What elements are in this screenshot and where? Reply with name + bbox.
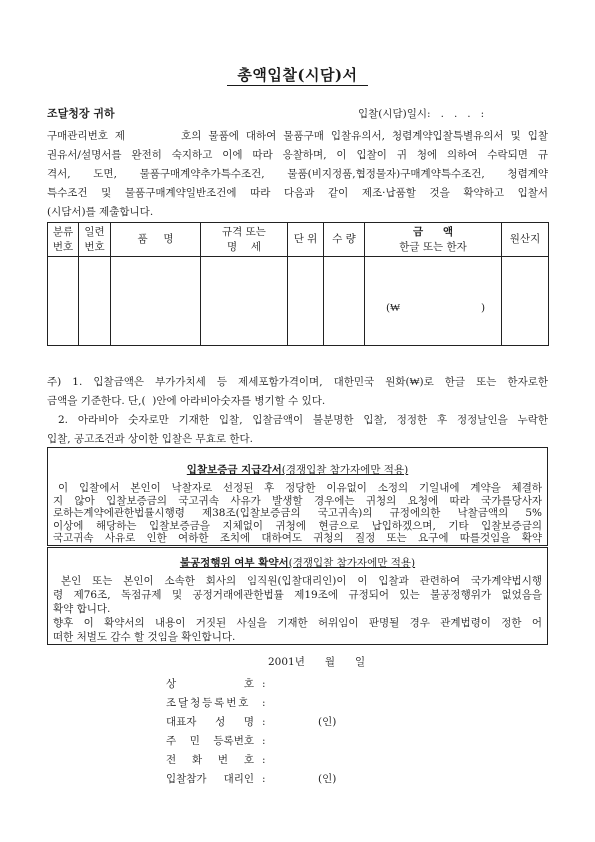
pledge-line: 본인 또는 본인이 소속한 회사의 임직원(입찰대리인)이 이 입찰과 관련하여 국가계약법시행 <box>61 575 542 587</box>
header-text: 번호 <box>52 240 74 253</box>
header-unit <box>288 223 324 257</box>
signature-label: 대표자 성 명 <box>166 716 254 728</box>
signature-colon: : <box>262 697 266 709</box>
header-text: 규격 또는 <box>222 225 266 238</box>
title-row <box>0 66 595 86</box>
header-text: 금 액 <box>413 225 453 238</box>
intro-line: 격서, 도면, 물품구매계약추가특수조건, 물품(비지정품,협정물자)구매계약특수조건, 청렴계약 <box>47 168 548 180</box>
signature-label: 입찰참가 대리인 <box>166 773 254 785</box>
cell-origin <box>502 257 549 346</box>
cell-spec <box>201 257 288 346</box>
pledge-line: 향후 이 확약서의 내용이 거짓된 사실을 기재한 허위임이 판명될 경우 관계법령이 정한 어 <box>53 617 542 629</box>
header-origin <box>502 223 549 257</box>
header-text: 번호 <box>84 240 105 253</box>
signature-field-phone <box>0 753 595 767</box>
intro-line: 권유서/설명서를 완전히 숙지하고 이에 따라 응찰하며, 이 입찰이 귀 청에 의하여 수락되면 규 <box>47 149 548 161</box>
note-line: 금액을 기준한다. 단,( )안에 아라비아숫자를 병기할 수 있다. <box>47 395 326 407</box>
signature-colon: : <box>262 678 266 690</box>
header-text: 품 명 <box>137 233 174 245</box>
cell-item-name <box>111 257 201 346</box>
header-spec <box>201 223 288 257</box>
intro-line: 구매관리번호 제 호의 물품에 대하여 물품구매 입찰유의서, 청렴계약입찰특별유의서 및 입찰 <box>47 130 548 142</box>
bid-bond-pledge-box <box>47 447 548 546</box>
intro-line: (시담서)를 제출합니다. <box>47 206 154 218</box>
note-line: 주) 1. 입찰금액은 부가가치세 등 제세포함가격이며, 대한민국 원화(₩)로 한글 또는 한자로한 <box>47 376 548 388</box>
signature-label: 조달청등록번호 <box>166 697 251 709</box>
bid-bond-pledge-scope: (경쟁입찰 참가자에만 적용) <box>281 464 409 476</box>
cell-amount <box>365 257 502 346</box>
form-title: 총액입찰(시담)서 <box>227 66 367 86</box>
notes <box>47 373 548 449</box>
header-text: 한글 또는 한자 <box>399 240 467 253</box>
pledge-line: 령 제76조, 독점규제 및 공정거래에관한법률 제19조에 규정되어 있는 불공정행위가 없었음을 <box>53 589 542 601</box>
pledge-line: 국고귀속 사유로 인한 여하한 조치에 대하여도 귀청의 질정 또는 요구에 따를것임을 확약 <box>53 532 542 545</box>
seal-mark: (인) <box>318 773 337 785</box>
bid-table <box>47 222 549 346</box>
bid-bond-pledge-title: 입찰보증금 지급각서 <box>186 464 282 476</box>
header-quantity <box>324 223 365 257</box>
cell-unit <box>288 257 324 346</box>
unfair-practice-pledge-box <box>47 547 548 645</box>
header-text: 원산지 <box>509 233 541 245</box>
signature-field-representative <box>0 715 595 729</box>
header-text: 일련 <box>84 225 105 238</box>
pledge-line: 확약 합니다. <box>53 603 111 615</box>
header-text: 수 량 <box>332 233 356 245</box>
intro-line: 특수조건 및 물품구매계약일반조건에 따라 다음과 같이 제조·납품할 것을 확약하고 입찰서 <box>47 187 548 199</box>
signature-colon: : <box>262 716 266 728</box>
unfair-practice-pledge-heading <box>48 556 547 570</box>
signature-field-agent <box>0 772 595 786</box>
pledge-line: 로하는계약에관한법률시행령 제38조(입찰보증금의 국고귀속)의 규정에의한 낙찰금액의 5% <box>53 507 542 520</box>
bid-bond-pledge-text <box>53 482 542 545</box>
unfair-practice-pledge-scope: (경쟁입찰 참가자에만 적용) <box>288 557 416 569</box>
signature-date: 2001년 월 일 <box>268 656 366 668</box>
header-text: 단 위 <box>293 233 318 245</box>
table-header-row <box>48 223 549 257</box>
header-text: 분류 <box>52 225 74 238</box>
bid-bond-pledge-heading <box>48 463 547 477</box>
note-line: 2. 아라비아 숫자로만 기재한 입찰, 입찰금액이 불분명한 입찰, 정정한 후 정정날인을 누락한 <box>58 414 548 426</box>
signature-colon: : <box>262 773 266 785</box>
signature-label: 주 민 등록번호 <box>166 735 254 747</box>
table-row <box>48 257 549 346</box>
amount-close: ) <box>481 302 486 314</box>
bid-datetime: 입찰(시담)일시: . . . : <box>358 108 485 120</box>
signature-field-company <box>0 677 595 691</box>
signature-label: 전 화 번 호 <box>166 754 254 766</box>
signature-colon: : <box>262 735 266 747</box>
intro-paragraph <box>47 127 548 222</box>
cell-class-no <box>48 257 79 346</box>
amount-open: (₩ <box>386 302 401 314</box>
signature-field-resident-no <box>0 734 595 748</box>
seal-mark: (인) <box>318 716 337 728</box>
pledge-line: 떠한 처벌도 감수 할 것임을 확인합니다. <box>53 631 236 643</box>
pledge-line: 이 입찰에서 본인이 낙찰자로 선정된 후 정당한 이유없이 소정의 기일내에 계약을 체결하 <box>58 482 542 494</box>
signature-field-registration-no <box>0 696 595 710</box>
header-amount <box>365 223 502 257</box>
signature-label: 상 호 <box>166 678 254 690</box>
pledge-line: 지 않아 입찰보증금의 국고귀속 사유가 발생할 경우에는 귀청의 요청에 따라 국가를당사자 <box>53 494 542 507</box>
unfair-practice-pledge-text <box>53 574 542 644</box>
cell-quantity <box>324 257 365 346</box>
pledge-line: 이상에 해당하는 입찰보증금을 지체없이 귀청에 현금으로 납입하겠으며, 기타 입찰보증금의 <box>53 519 542 532</box>
signature-colon: : <box>262 754 266 766</box>
unfair-practice-pledge-title: 불공정행위 여부 확약서 <box>179 557 289 569</box>
note-line: 입찰, 공고조건과 상이한 입찰은 무효로 한다. <box>47 433 253 445</box>
header-item-name <box>111 223 201 257</box>
header-text: 명 세 <box>227 240 261 253</box>
header-serial-no <box>79 223 111 257</box>
cell-serial-no <box>79 257 111 346</box>
header-class-no <box>48 223 79 257</box>
addressee: 조달청장 귀하 <box>47 107 115 120</box>
